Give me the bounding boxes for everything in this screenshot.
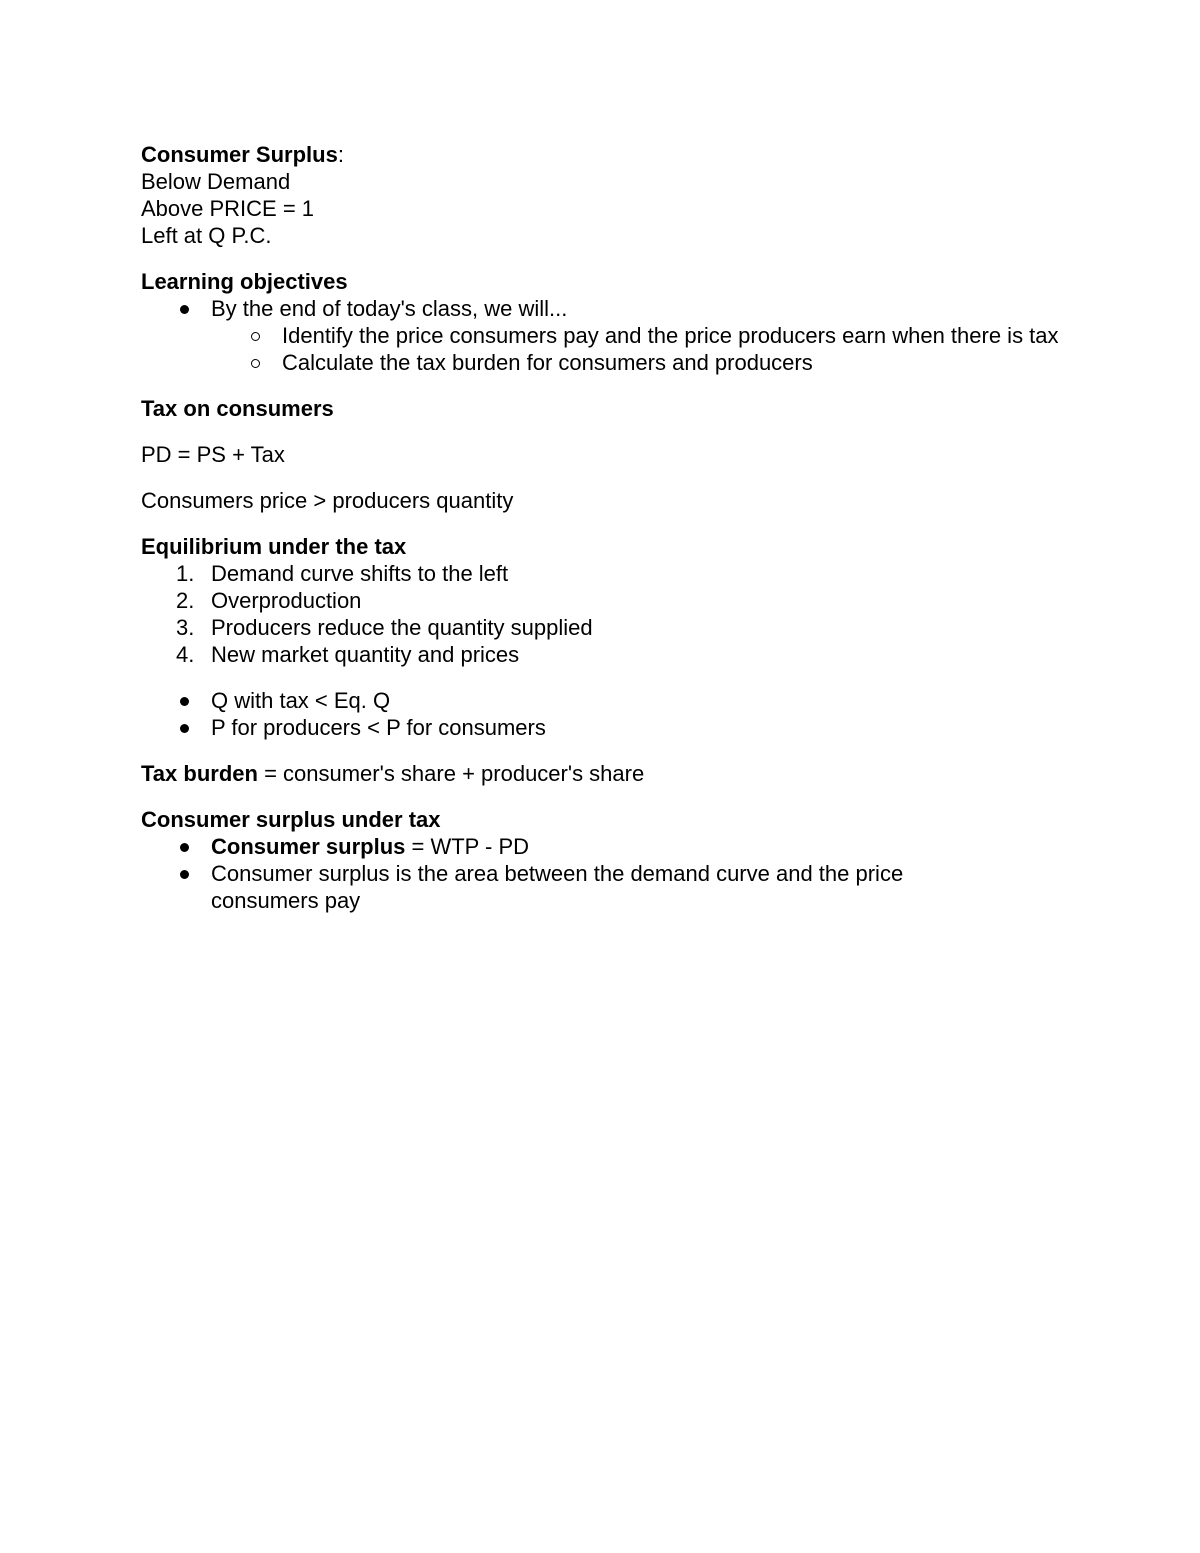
tax-burden-term: Tax burden [141,761,258,786]
cs-definition: Consumer surplus is the area between the demand curve and the price consumers pay [211,861,904,913]
learning-sub-item-2: Calculate the tax burden for consumers and producers [282,350,813,375]
equilibrium-bullet-1: Q with tax < Eq. Q [211,688,391,713]
tax-burden-line [141,760,1061,787]
numbered-item [141,560,1061,587]
numbered-item [141,641,1061,668]
heading-colon: : [337,142,344,167]
cs-line-2: Above PRICE = 1 [141,196,315,221]
item-number: 4. [176,642,195,667]
equilibrium-step-3: Producers reduce the quantity supplied [211,615,593,640]
learning-objectives-heading: Learning objectives [141,269,348,294]
tax-burden-definition: = consumer's share + producer's share [257,761,645,786]
list-item [141,687,1061,714]
cs-formula: = WTP - PD [405,834,530,859]
tax-formula: PD = PS + Tax [141,442,285,467]
list-item [141,833,1061,860]
numbered-item [141,614,1061,641]
equilibrium-bullet-2: P for producers < P for consumers [211,715,546,740]
learning-sub-item-1: Identify the price consumers pay and the price producers earn when there is tax [282,323,1059,348]
equilibrium-heading: Equilibrium under the tax [141,534,407,559]
item-number: 2. [176,588,195,613]
numbered-item [141,587,1061,614]
list-item [141,349,1061,376]
tax-statement: Consumers price > producers quantity [141,488,514,513]
equilibrium-step-4: New market quantity and prices [211,642,520,667]
consumer-surplus-heading-line [141,141,1061,168]
item-number: 1. [176,561,195,586]
tax-on-consumers-heading: Tax on consumers [141,396,334,421]
learning-bullet-text: By the end of today's class, we will... [211,296,568,321]
consumer-surplus-heading: Consumer Surplus [141,142,338,167]
list-item [141,295,1061,322]
cs-line-3: Left at Q P.C. [141,223,272,248]
list-item [141,322,1062,349]
cs-under-tax-heading: Consumer surplus under tax [141,807,441,832]
equilibrium-step-1: Demand curve shifts to the left [211,561,509,586]
equilibrium-step-2: Overproduction [211,588,362,613]
document-page [141,141,1061,914]
cs-line-1: Below Demand [141,169,291,194]
cs-term: Consumer surplus [211,834,406,859]
item-number: 3. [176,615,195,640]
list-item [141,860,991,914]
list-item [141,714,1061,741]
